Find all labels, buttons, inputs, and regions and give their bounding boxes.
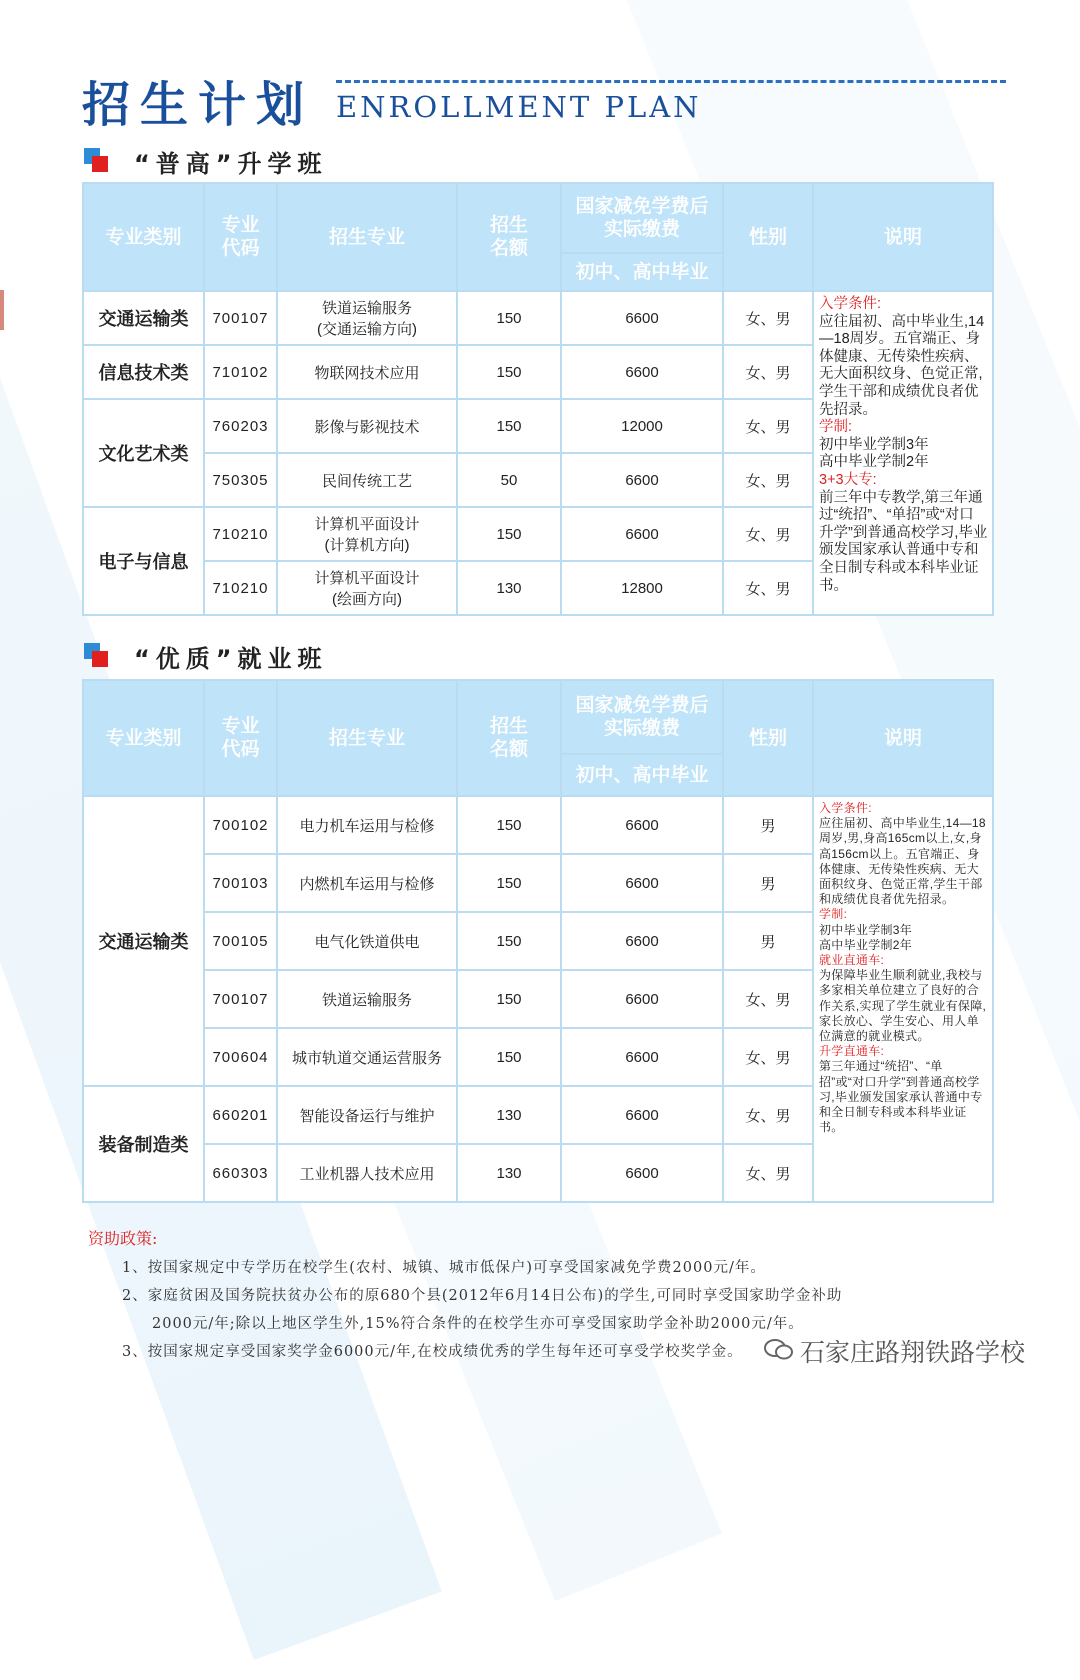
section-title: “普高”升学班 <box>134 150 328 178</box>
policy-item: 1、按国家规定中专学历在校学生(农村、城镇、城市低保户)可享受国家减免学费2000元/年。 <box>122 1260 766 1276</box>
fee-cell: 12000 <box>561 399 723 453</box>
header-fee-sub: 初中、高中毕业 <box>561 754 723 796</box>
code-cell: 660201 <box>204 1086 277 1144</box>
code-cell: 700103 <box>204 854 277 912</box>
header-note: 说明 <box>813 680 993 796</box>
note-cell: 入学条件: 应往届初、高中毕业生,14—18周岁。五官端正、身体健康、无传染性疾病、无大面积纹身、色觉正常,学生干部和成绩优良者优先招录。 学制: 初中毕业学制3年 高中毕业学制2年 3+3大专: 前三年中专教学,第三年通过“统招”、“单招”或“对口升学”到普通高校学习,毕业颁发国家承认普通中专和全日制专科或本科毕业证书。 <box>813 291 993 615</box>
quota-cell: 150 <box>457 970 561 1028</box>
policy-item: 2000元/年;除以上地区学生外,15%符合条件的在校学生亦可享受国家助学金补助2000元/年。 <box>152 1316 804 1332</box>
category-cell: 文化艺术类 <box>83 399 204 507</box>
major-cell: 电力机车运用与检修 <box>277 796 457 854</box>
quota-cell: 130 <box>457 1144 561 1202</box>
fee-cell: 6600 <box>561 291 723 345</box>
category-cell: 交通运输类 <box>83 796 204 1086</box>
section-square-icon <box>92 156 108 172</box>
quota-cell: 150 <box>457 796 561 854</box>
header-quota: 招生名额 <box>457 183 561 291</box>
section-square-icon <box>92 651 108 667</box>
header-fee: 国家减免学费后实际缴费 <box>561 680 723 754</box>
policy-title: 资助政策: <box>88 1229 158 1248</box>
major-cell: 计算机平面设计 (计算机方向) <box>277 507 457 561</box>
fee-cell: 6600 <box>561 507 723 561</box>
category-cell: 电子与信息 <box>83 507 204 615</box>
quota-cell: 150 <box>457 291 561 345</box>
gender-cell: 女、男 <box>723 399 813 453</box>
fee-cell: 6600 <box>561 854 723 912</box>
gender-cell: 女、男 <box>723 453 813 507</box>
category-cell: 交通运输类 <box>83 291 204 345</box>
table-row <box>83 291 993 345</box>
gender-cell: 男 <box>723 796 813 854</box>
major-cell: 物联网技术应用 <box>277 345 457 399</box>
header-major: 招生专业 <box>277 680 457 796</box>
table-row <box>83 796 993 854</box>
fee-cell: 6600 <box>561 970 723 1028</box>
header-code: 专业代码 <box>204 680 277 796</box>
gender-cell: 女、男 <box>723 1028 813 1086</box>
page-title: 招生计划 <box>82 77 315 133</box>
code-cell: 750305 <box>204 453 277 507</box>
major-cell: 影像与影视技术 <box>277 399 457 453</box>
major-cell: 计算机平面设计 (绘画方向) <box>277 561 457 615</box>
enrollment-table-2 <box>82 679 994 1203</box>
code-cell: 700604 <box>204 1028 277 1086</box>
enrollment-table-1 <box>82 182 994 616</box>
header-note: 说明 <box>813 183 993 291</box>
code-cell: 700102 <box>204 796 277 854</box>
header-gender: 性别 <box>723 680 813 796</box>
major-cell: 铁道运输服务 <box>277 970 457 1028</box>
header-code: 专业代码 <box>204 183 277 291</box>
quota-cell: 150 <box>457 854 561 912</box>
quota-cell: 150 <box>457 912 561 970</box>
fee-cell: 6600 <box>561 453 723 507</box>
category-cell: 装备制造类 <box>83 1086 204 1202</box>
watermark-text: 石家庄路翔铁路学校 <box>800 1338 1026 1367</box>
major-cell: 城市轨道交通运营服务 <box>277 1028 457 1086</box>
gender-cell: 女、男 <box>723 1086 813 1144</box>
code-cell: 710102 <box>204 345 277 399</box>
quota-cell: 150 <box>457 399 561 453</box>
fee-cell: 6600 <box>561 912 723 970</box>
fee-cell: 6600 <box>561 345 723 399</box>
code-cell: 700105 <box>204 912 277 970</box>
code-cell: 710210 <box>204 507 277 561</box>
header-category: 专业类别 <box>83 183 204 291</box>
header-gender: 性别 <box>723 183 813 291</box>
gender-cell: 女、男 <box>723 1144 813 1202</box>
fee-cell: 6600 <box>561 1028 723 1086</box>
fee-cell: 6600 <box>561 796 723 854</box>
wechat-icon <box>764 1338 794 1362</box>
fee-cell: 12800 <box>561 561 723 615</box>
policy-item: 3、按国家规定享受国家奖学金6000元/年,在校成绩优秀的学生每年还可享受学校奖学金。 <box>122 1344 743 1360</box>
section-title: “优质”就业班 <box>134 645 328 673</box>
major-cell: 内燃机车运用与检修 <box>277 854 457 912</box>
code-cell: 710210 <box>204 561 277 615</box>
gender-cell: 男 <box>723 912 813 970</box>
code-cell: 660303 <box>204 1144 277 1202</box>
policy-item: 2、家庭贫困及国务院扶贫办公布的原680个县(2012年6月14日公布)的学生,可同时享受国家助学金补助 <box>122 1288 843 1304</box>
category-cell: 信息技术类 <box>83 345 204 399</box>
code-cell: 700107 <box>204 291 277 345</box>
title-divider <box>336 80 1006 83</box>
header-fee-sub: 初中、高中毕业 <box>561 253 723 291</box>
major-cell: 智能设备运行与维护 <box>277 1086 457 1144</box>
gender-cell: 女、男 <box>723 970 813 1028</box>
gender-cell: 女、男 <box>723 345 813 399</box>
major-cell: 电气化铁道供电 <box>277 912 457 970</box>
gender-cell: 男 <box>723 854 813 912</box>
fee-cell: 6600 <box>561 1144 723 1202</box>
header-category: 专业类别 <box>83 680 204 796</box>
code-cell: 760203 <box>204 399 277 453</box>
major-cell: 工业机器人技术应用 <box>277 1144 457 1202</box>
quota-cell: 150 <box>457 507 561 561</box>
major-cell: 民间传统工艺 <box>277 453 457 507</box>
quota-cell: 150 <box>457 345 561 399</box>
quota-cell: 130 <box>457 561 561 615</box>
page-subtitle: ENROLLMENT PLAN <box>336 90 702 124</box>
gender-cell: 女、男 <box>723 291 813 345</box>
note-cell: 入学条件: 应往届初、高中毕业生,14—18周岁,男,身高165cm以上,女,身高156cm以上。五官端正、身体健康、无传染性疾病、无大面积纹身、色觉正常,学生干部和成绩优良者优先招录。 学制: 初中毕业学制3年 高中毕业学制2年 就业直通车: 为保障毕业生顺利就业,我校与多家相关单位建立了良好的合作关系,实现了学生就业有保障,家长放心、学生安心、用人单位满意的就业模式。 升学直通车: 第三年通过“统招”、“单招”或“对口升学”到普通高校学习,毕业颁发国家承认普通中专和全日制专科或本科毕业证书。 <box>813 796 993 1202</box>
header-fee: 国家减免学费后实际缴费 <box>561 183 723 253</box>
quota-cell: 130 <box>457 1086 561 1144</box>
quota-cell: 150 <box>457 1028 561 1086</box>
header-major: 招生专业 <box>277 183 457 291</box>
fee-cell: 6600 <box>561 1086 723 1144</box>
major-cell: 铁道运输服务 (交通运输方向) <box>277 291 457 345</box>
code-cell: 700107 <box>204 970 277 1028</box>
quota-cell: 50 <box>457 453 561 507</box>
decorative-bar <box>0 290 4 330</box>
gender-cell: 女、男 <box>723 561 813 615</box>
header-quota: 招生名额 <box>457 680 561 796</box>
gender-cell: 女、男 <box>723 507 813 561</box>
